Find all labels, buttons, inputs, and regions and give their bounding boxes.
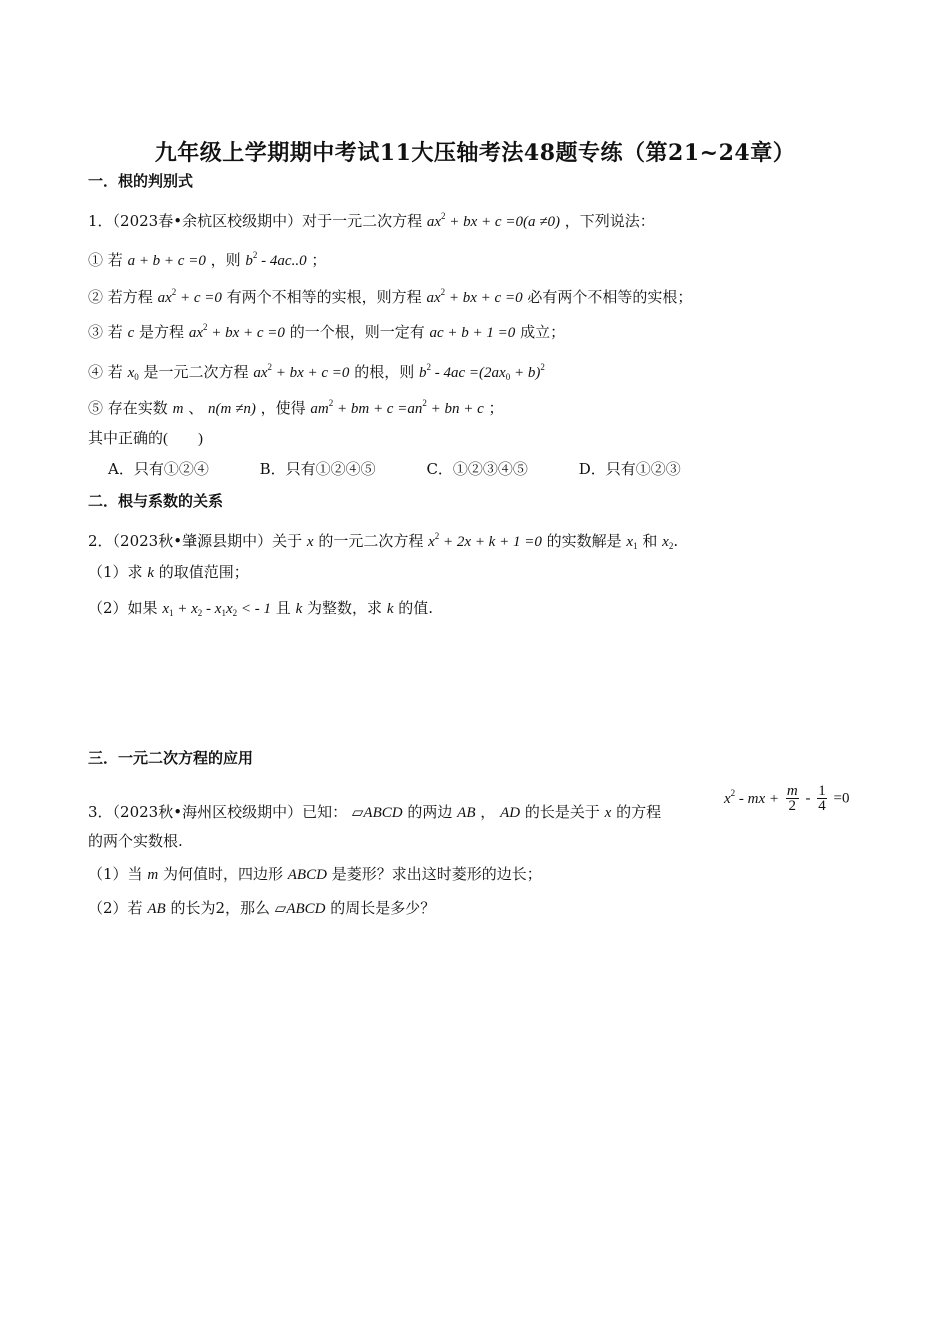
- q2-part-1: （1）求 k 的取值范围；: [88, 563, 249, 581]
- q1-intro: 1．（2023春•余杭区校级期中）对于一元二次方程 $ax^2$ + bx + c =0(a ≠0) ，下列说法：: [88, 211, 655, 230]
- q2-intro: 2．（2023秋•肇源县期中）关于 x 的一元二次方程 $x^2 + 2x + k + 1 =0$ 的实数解是 $x_1$ 和 $x_2$.: [88, 531, 679, 551]
- q1-statement-1: ① 若 a + b + c =0 ，则 $b^2 - 4ac..0$ ；: [88, 250, 327, 269]
- q1-statement-4: ④ 若 $x_0$ 是一元二次方程 $ax^2$ + bx + c =0 的根，则 $b^2 - 4ac =(2ax_0 + b)^2$: [88, 362, 545, 382]
- section-heading-1: 一．根的判别式: [88, 172, 194, 190]
- q3-equation: $x^2$ - mx + $\frac{m}{2}$ - $\frac{1}{4}$ =0: [724, 783, 850, 814]
- q3-part-1: （1）当 m 为何值时，四边形 ABCD 是菱形？求出这时菱形的边长；: [88, 865, 542, 883]
- q1-statement-3: ③ 若 c 是方程 $ax^2$ + bx + c =0 的一个根，则一定有 ac + b + 1 =0 成立；: [88, 322, 566, 341]
- section-heading-3: 三．一元二次方程的应用: [88, 749, 254, 767]
- section-heading-2: 二．根与系数的关系: [88, 492, 224, 510]
- q1-equation: $ax^2$ + bx + c =0(a ≠0): [426, 211, 560, 230]
- q1-options: [108, 458, 727, 479]
- q1-ask: 其中正确的( ): [88, 429, 204, 447]
- q3-intro: 3．（2023秋•海州区校级期中）已知： ▱ABCD 的两边 AB ， AD 的长是关于 x 的方程: [88, 803, 662, 821]
- option-b[interactable]: B．只有①②④⑤: [259, 460, 376, 478]
- q3-part-2: （2）若 AB 的长为2，那么 ▱ABCD 的周长是多少？: [88, 899, 436, 917]
- option-a[interactable]: A．只有①②④: [108, 460, 209, 478]
- q1-statement-2: ② 若方程 $ax^2 + c =0$ 有两个不相等的实根，则方程 $ax^2$ + bx + c =0 必有两个不相等的实根；: [88, 287, 693, 306]
- q1-statement-5: ⑤ 存在实数 m 、 n(m ≠n) ，使得 $am^2$ + bm + $c =an^2$ + bn + c ；: [88, 398, 504, 417]
- option-d[interactable]: D．只有①②③: [578, 460, 681, 478]
- q3-intro-cont: 的两个实数根.: [88, 832, 183, 850]
- q2-part-2: （2）如果 $x_1 + x_2 - x_1x_2$ < - 1 且 k 为整数，求 k 的值.: [88, 599, 434, 618]
- option-c[interactable]: C．①②③④⑤: [426, 460, 528, 478]
- page-title: 九年级上学期期中考试11大压轴考法48题专练（第21~24章）: [154, 140, 796, 166]
